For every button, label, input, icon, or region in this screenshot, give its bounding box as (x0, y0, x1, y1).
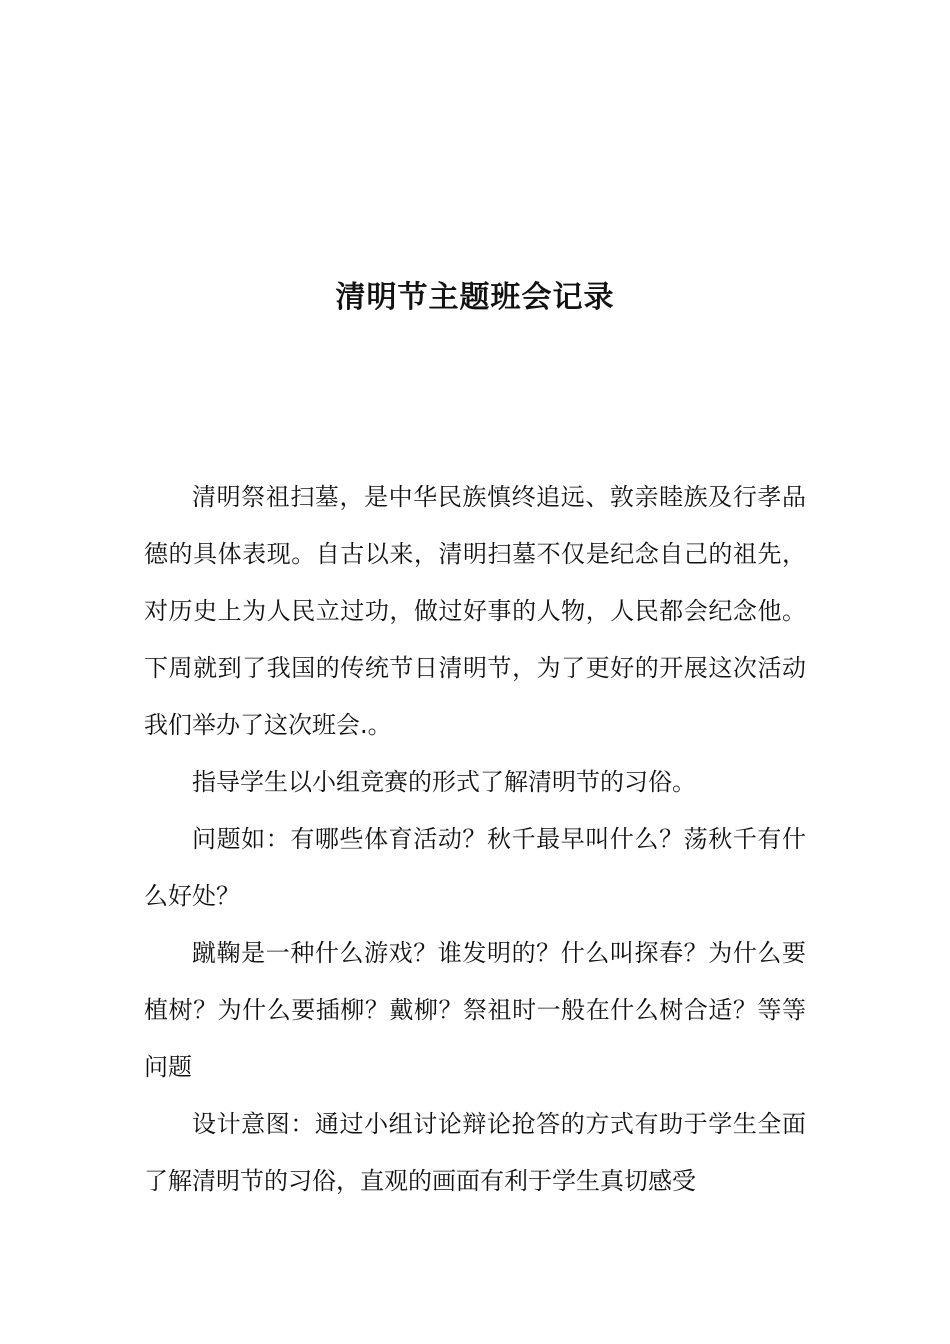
paragraph-questions: 问题如：有哪些体育活动？秋千最早叫什么？荡秋千有什么好处？ (144, 825, 806, 910)
paragraph-design-intent: 设计意图：通过小组讨论辩论抢答的方式有助于学生全面了解清明节的习俗，直观的画面有利于学生真切感受 (144, 1110, 806, 1195)
paragraph-intro: 清明祭祖扫墓，是中华民族慎终追远、敦亲睦族及行孝品德的具体表现。自古以来，清明扫墓不仅是纪念自己的祖先，对历史上为人民立过功，做过好事的人物，人民都会纪念他。下周就到了我国的传统节日清明节，为了更好的开展这次活动我们举办了这次班会.。 (144, 483, 806, 739)
document-body (144, 469, 806, 1210)
paragraph-guidance: 指导学生以小组竞赛的形式了解清明节的习俗。 (192, 768, 696, 796)
document-title: 清明节主题班会记录 (335, 280, 615, 315)
paragraph-more-questions: 蹴鞠是一种什么游戏？谁发明的？什么叫探春？为什么要植树？为什么要插柳？戴柳？祭祖时一般在什么树合适？等等问题 (144, 939, 806, 1081)
